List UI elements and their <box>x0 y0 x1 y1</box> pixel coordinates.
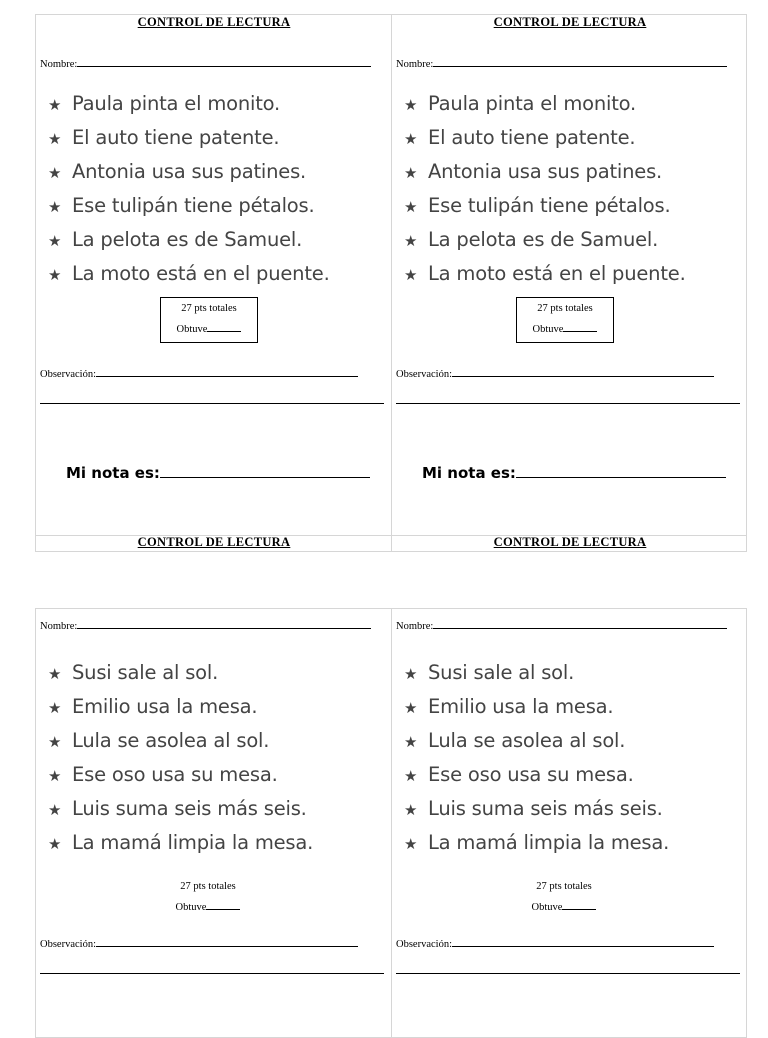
score-block <box>516 876 612 918</box>
reading-card-right <box>392 609 748 1037</box>
list-item: ★ Luis suma seis más seis. <box>404 792 669 826</box>
score-total: 27 pts totales <box>180 881 236 892</box>
reading-card-left <box>36 15 392 551</box>
name-field <box>40 57 371 70</box>
observation-line-2 <box>40 973 384 974</box>
sentence-list <box>404 87 686 291</box>
list-item: ★ Ese oso usa su mesa. <box>404 758 669 792</box>
observation-label: Observación: <box>396 939 452 950</box>
list-item: ★ El auto tiene patente. <box>48 121 330 155</box>
name-field <box>40 619 371 632</box>
grade-blank-line <box>160 463 370 478</box>
observation-label: Observación: <box>396 369 452 380</box>
star-icon: ★ <box>48 801 62 819</box>
list-item: ★ La moto está en el puente. <box>48 257 330 291</box>
observation-field <box>396 937 714 950</box>
observation-line-2 <box>40 403 384 404</box>
name-field <box>396 57 727 70</box>
observation-label: Observación: <box>40 369 96 380</box>
name-label: Nombre: <box>396 59 434 70</box>
list-item: ★ Lula se asolea al sol. <box>404 724 669 758</box>
list-item: ★ La mamá limpia la mesa. <box>48 826 313 860</box>
list-item: ★ La pelota es de Samuel. <box>404 223 686 257</box>
observation-label: Observación: <box>40 939 96 950</box>
score-box <box>516 297 614 343</box>
observation-line-2 <box>396 973 740 974</box>
star-icon: ★ <box>404 198 418 216</box>
list-item: ★ La mamá limpia la mesa. <box>404 826 669 860</box>
name-label: Nombre: <box>396 621 434 632</box>
grade-field <box>66 463 370 482</box>
name-blank-line <box>77 57 371 67</box>
star-icon: ★ <box>404 266 418 284</box>
list-item: ★ Paula pinta el monito. <box>48 87 330 121</box>
name-blank-line <box>433 57 727 67</box>
name-label: Nombre: <box>40 59 78 70</box>
grade-field <box>422 463 726 482</box>
list-item: ★ Antonia usa sus patines. <box>404 155 686 189</box>
worksheet-top <box>35 14 747 552</box>
list-item: ★ Ese tulipán tiene pétalos. <box>404 189 686 223</box>
list-item: ★ Ese tulipán tiene pétalos. <box>48 189 330 223</box>
star-icon: ★ <box>48 96 62 114</box>
observation-blank-line <box>452 367 714 377</box>
card-title: CONTROL DE LECTURA <box>137 15 291 29</box>
star-icon: ★ <box>404 130 418 148</box>
reading-card-left <box>36 609 392 1037</box>
grade-label: Mi nota es: <box>422 464 516 482</box>
list-item: ★ La moto está en el puente. <box>404 257 686 291</box>
star-icon: ★ <box>48 232 62 250</box>
star-icon: ★ <box>48 733 62 751</box>
grade-blank-line <box>516 463 726 478</box>
reading-card-right <box>392 15 748 551</box>
sentence-list <box>48 87 330 291</box>
score-obtained: Obtuve <box>160 897 256 918</box>
score-obtained: Obtuve <box>517 319 613 340</box>
footer-title: CONTROL DE LECTURA <box>137 535 291 549</box>
score-box <box>160 297 258 343</box>
name-field <box>396 619 727 632</box>
list-item: ★ Emilio usa la mesa. <box>48 690 313 724</box>
name-blank-line <box>77 619 371 629</box>
name-blank-line <box>433 619 727 629</box>
score-block <box>160 876 256 918</box>
observation-blank-line <box>452 937 714 947</box>
list-item: ★ El auto tiene patente. <box>404 121 686 155</box>
score-total: 27 pts totales <box>536 881 592 892</box>
sentence-list <box>404 656 669 860</box>
score-obtained: Obtuve <box>516 897 612 918</box>
star-icon: ★ <box>404 835 418 853</box>
star-icon: ★ <box>48 164 62 182</box>
footer-title: CONTROL DE LECTURA <box>493 535 647 549</box>
list-item: ★ Lula se asolea al sol. <box>48 724 313 758</box>
list-item: ★ Susi sale al sol. <box>48 656 313 690</box>
card-title: CONTROL DE LECTURA <box>493 15 647 29</box>
star-icon: ★ <box>48 198 62 216</box>
star-icon: ★ <box>404 801 418 819</box>
sentence-list <box>48 656 313 860</box>
name-label: Nombre: <box>40 621 78 632</box>
observation-field <box>40 367 358 380</box>
star-icon: ★ <box>404 232 418 250</box>
observation-blank-line <box>96 367 358 377</box>
star-icon: ★ <box>48 699 62 717</box>
observation-field <box>396 367 714 380</box>
star-icon: ★ <box>48 266 62 284</box>
star-icon: ★ <box>48 665 62 683</box>
score-total: 27 pts totales <box>181 303 237 314</box>
score-obtained: Obtuve <box>161 319 257 340</box>
list-item: ★ Susi sale al sol. <box>404 656 669 690</box>
star-icon: ★ <box>404 699 418 717</box>
list-item: ★ Antonia usa sus patines. <box>48 155 330 189</box>
observation-line-2 <box>396 403 740 404</box>
observation-blank-line <box>96 937 358 947</box>
star-icon: ★ <box>404 665 418 683</box>
list-item: ★ La pelota es de Samuel. <box>48 223 330 257</box>
worksheet-bottom <box>35 608 747 1038</box>
star-icon: ★ <box>48 767 62 785</box>
grade-label: Mi nota es: <box>66 464 160 482</box>
star-icon: ★ <box>48 835 62 853</box>
star-icon: ★ <box>404 164 418 182</box>
star-icon: ★ <box>404 96 418 114</box>
list-item: ★ Emilio usa la mesa. <box>404 690 669 724</box>
observation-field <box>40 937 358 950</box>
list-item: ★ Ese oso usa su mesa. <box>48 758 313 792</box>
star-icon: ★ <box>404 767 418 785</box>
star-icon: ★ <box>48 130 62 148</box>
star-icon: ★ <box>404 733 418 751</box>
score-total: 27 pts totales <box>537 303 593 314</box>
list-item: ★ Paula pinta el monito. <box>404 87 686 121</box>
list-item: ★ Luis suma seis más seis. <box>48 792 313 826</box>
